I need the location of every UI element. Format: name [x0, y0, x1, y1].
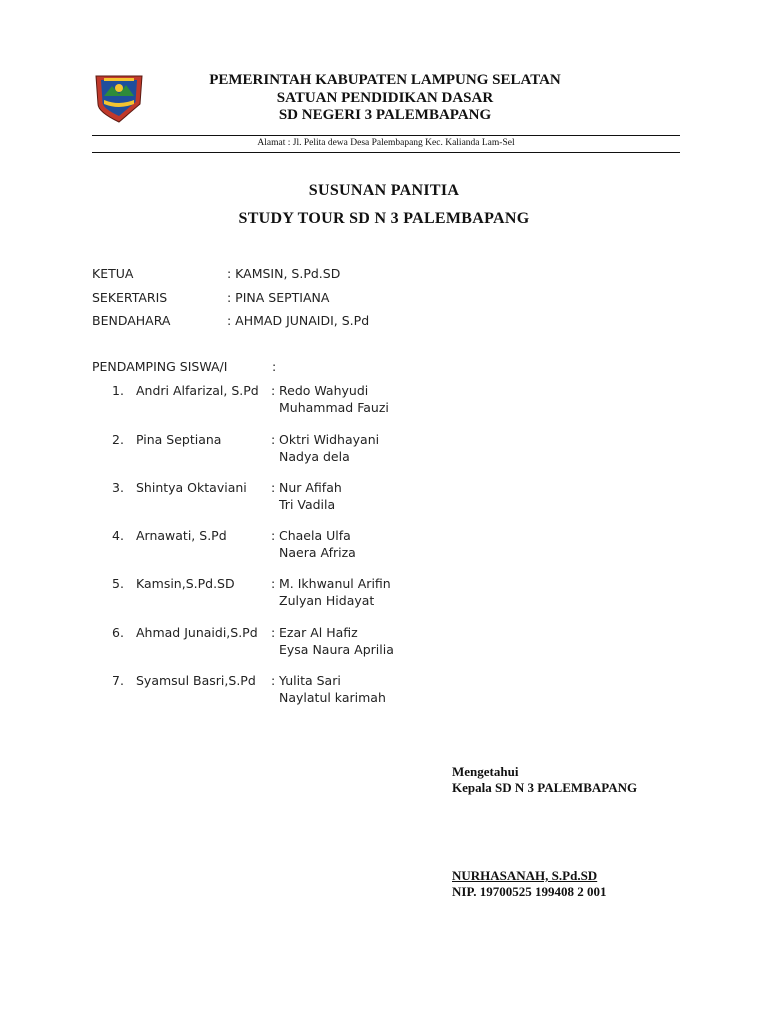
- letterhead-line-3: SD NEGERI 3 PALEMBAPANG: [278, 107, 492, 123]
- student-name-2: Naylatul karimah: [279, 690, 386, 705]
- officer-value: : KAMSIN, S.Pd.SD: [227, 266, 341, 281]
- item-colon: :: [271, 383, 276, 398]
- student-name-2: Eysa Naura Aprilia: [279, 642, 394, 657]
- letterhead-text: [150, 72, 620, 125]
- student-name-1: Yulita Sari: [279, 673, 341, 688]
- student-name-1: Oktri Widhayani: [279, 432, 380, 447]
- student-name-2: Nadya dela: [279, 449, 350, 464]
- officer-role: KETUA: [92, 266, 134, 281]
- address-line: Alamat : Jl. Pelita dewa Desa Palembapang Kec. Kalianda Lam-Sel: [257, 138, 515, 148]
- item-colon: :: [271, 673, 276, 688]
- student-name-1: M. Ikhwanul Arifin: [279, 576, 391, 591]
- item-number: 4.: [112, 528, 124, 543]
- teacher-name: Kamsin,S.Pd.SD: [136, 576, 235, 591]
- student-name-2: Muhammad Fauzi: [279, 400, 389, 415]
- item-number: 6.: [112, 625, 124, 640]
- letterhead-line-2: SATUAN PENDIDIKAN DASAR: [276, 89, 494, 106]
- regency-emblem-icon: [92, 70, 146, 124]
- item-colon: :: [271, 576, 276, 591]
- teacher-name: Shintya Oktaviani: [136, 480, 247, 495]
- letterhead-bottom-rule: [92, 152, 680, 153]
- letterhead-top-rule: [92, 135, 680, 136]
- companion-item: [0, 624, 768, 664]
- officer-value: : AHMAD JUNAIDI, S.Pd: [227, 313, 370, 328]
- item-colon: :: [271, 528, 276, 543]
- companion-item: [0, 575, 768, 615]
- companions-heading-colon: :: [272, 359, 277, 374]
- student-name-1: Nur Afifah: [279, 480, 342, 495]
- signatory-name: NURHASANAH, S.Pd.SD: [452, 868, 598, 883]
- student-name-2: Naera Afriza: [279, 545, 356, 560]
- item-number: 1.: [112, 383, 124, 398]
- item-colon: :: [271, 432, 276, 447]
- student-name-2: Tri Vadila: [279, 497, 336, 512]
- item-colon: :: [271, 480, 276, 495]
- student-name-2: Zulyan Hidayat: [279, 593, 375, 608]
- companions-heading-label: PENDAMPING SISWA/I: [92, 359, 228, 374]
- companion-item: [0, 672, 768, 712]
- signature-known-by: Mengetahui: [452, 764, 519, 779]
- student-name-1: Redo Wahyudi: [279, 383, 369, 398]
- item-number: 3.: [112, 480, 124, 495]
- document-title: SUSUNAN PANITIA: [308, 182, 460, 199]
- item-number: 7.: [112, 673, 124, 688]
- companion-item: [0, 527, 768, 567]
- signatory-nip: NIP. 19700525 199408 2 001: [452, 884, 607, 899]
- teacher-name: Ahmad Junaidi,S.Pd: [136, 625, 258, 640]
- officer-role: SEKERTARIS: [92, 290, 168, 305]
- item-colon: :: [271, 625, 276, 640]
- student-name-1: Ezar Al Hafiz: [279, 625, 358, 640]
- officer-role: BENDAHARA: [92, 313, 171, 328]
- teacher-name: Pina Septiana: [136, 432, 222, 447]
- teacher-name: Andri Alfarizal, S.Pd: [136, 383, 259, 398]
- item-number: 2.: [112, 432, 124, 447]
- officer-value: : PINA SEPTIANA: [227, 290, 330, 305]
- letterhead-line-1: PEMERINTAH KABUPATEN LAMPUNG SELATAN: [209, 72, 561, 88]
- document-subtitle: STUDY TOUR SD N 3 PALEMBAPANG: [238, 210, 530, 227]
- student-name-1: Chaela Ulfa: [279, 528, 351, 543]
- companion-item: [0, 382, 768, 422]
- item-number: 5.: [112, 576, 124, 591]
- teacher-name: Syamsul Basri,S.Pd: [136, 673, 256, 688]
- companion-item: [0, 431, 768, 471]
- companions-heading: [92, 358, 277, 376]
- teacher-name: Arnawati, S.Pd: [136, 528, 227, 543]
- signature-position: Kepala SD N 3 PALEMBAPANG: [452, 780, 638, 795]
- companion-item: [0, 479, 768, 519]
